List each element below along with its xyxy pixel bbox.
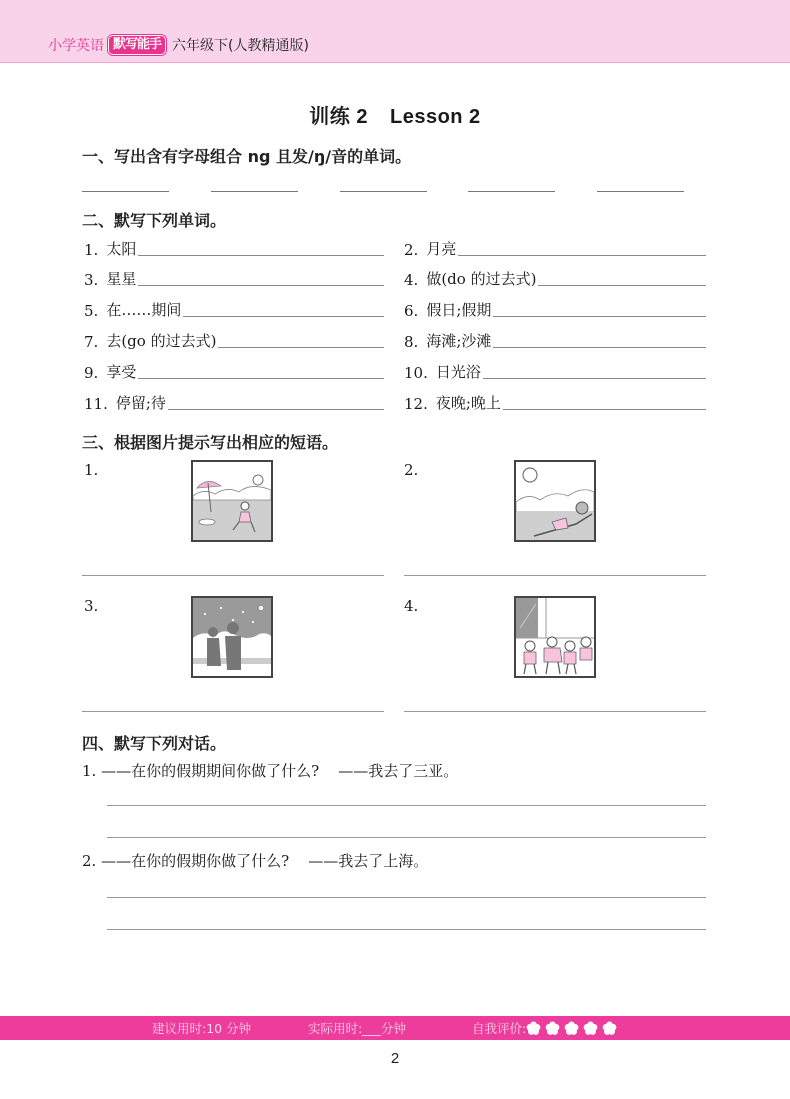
answer-line[interactable] bbox=[168, 409, 384, 410]
answer-line[interactable] bbox=[404, 575, 706, 576]
stargazing-picture bbox=[191, 596, 273, 678]
item-number: 12. bbox=[404, 395, 428, 413]
actual-time-unit: 分钟 bbox=[380, 1021, 406, 1036]
header-brand: 小学英语 bbox=[48, 38, 104, 54]
dialog-number: 1. bbox=[82, 762, 97, 780]
title-cn: 训练 2 bbox=[309, 106, 368, 128]
word-item bbox=[84, 360, 384, 382]
item-number: 9. bbox=[84, 364, 99, 382]
item-prompt: 停留;待 bbox=[115, 394, 166, 412]
answer-line[interactable] bbox=[503, 409, 706, 410]
flower-rating-icon[interactable] bbox=[602, 1021, 617, 1036]
item-number: 10. bbox=[404, 364, 428, 382]
actual-time-label: 实际用时: bbox=[308, 1021, 363, 1036]
item-prompt: 假日;假期 bbox=[426, 301, 492, 319]
item-prompt: 享受 bbox=[106, 363, 137, 381]
dialog-number: 2. bbox=[82, 852, 97, 870]
word-item bbox=[84, 298, 384, 320]
self-evaluation bbox=[472, 1019, 621, 1037]
answer-blank[interactable] bbox=[211, 191, 298, 192]
item-number: 3. bbox=[84, 271, 99, 289]
answer-line[interactable] bbox=[493, 347, 706, 348]
footer bbox=[0, 1016, 790, 1040]
answer-line[interactable] bbox=[82, 711, 384, 712]
actual-time bbox=[308, 1019, 406, 1037]
answer-line[interactable] bbox=[107, 805, 706, 806]
series-logo: 默写能手 bbox=[108, 35, 166, 55]
word-item bbox=[84, 391, 384, 413]
page-number: 2 bbox=[390, 1050, 400, 1067]
title-en: Lesson 2 bbox=[389, 106, 481, 128]
sunbathing-picture bbox=[514, 460, 596, 542]
item-prompt: 去(go 的过去式) bbox=[106, 332, 217, 350]
answer-line[interactable] bbox=[138, 378, 384, 379]
word-item bbox=[404, 267, 706, 289]
item-prompt: 海滩;沙滩 bbox=[426, 332, 492, 350]
answer-blank[interactable] bbox=[597, 191, 684, 192]
answer-line[interactable] bbox=[493, 316, 706, 317]
flower-rating-icon[interactable] bbox=[564, 1021, 579, 1036]
dialog-question: ——在你的假期你做了什么? bbox=[101, 852, 290, 870]
self-eval-label: 自我评价: bbox=[472, 1021, 527, 1036]
answer-line[interactable] bbox=[107, 929, 706, 930]
dialog-question: ——在你的假期期间你做了什么? bbox=[101, 762, 320, 780]
picture-number: 4. bbox=[404, 597, 419, 615]
header bbox=[48, 34, 309, 56]
answer-line[interactable] bbox=[138, 285, 384, 286]
header-divider bbox=[0, 62, 790, 63]
picture-number: 3. bbox=[84, 597, 99, 615]
word-item bbox=[404, 329, 706, 351]
header-grade: 六年级下(人教精通版) bbox=[172, 38, 309, 54]
word-item bbox=[404, 391, 706, 413]
item-number: 5. bbox=[84, 302, 99, 320]
page-title bbox=[0, 100, 790, 129]
picture-number: 2. bbox=[404, 461, 419, 479]
dialog-answer: ——我去了上海。 bbox=[308, 852, 429, 870]
item-number: 7. bbox=[84, 333, 99, 351]
item-prompt: 太阳 bbox=[106, 240, 137, 258]
answer-line[interactable] bbox=[138, 255, 384, 256]
answer-line[interactable] bbox=[218, 347, 384, 348]
answer-line[interactable] bbox=[458, 255, 706, 256]
flower-rating-icon[interactable] bbox=[526, 1021, 541, 1036]
item-prompt: 日光浴 bbox=[435, 363, 481, 381]
word-item bbox=[404, 237, 706, 259]
flower-rating-icon[interactable] bbox=[583, 1021, 598, 1036]
item-number: 6. bbox=[404, 302, 419, 320]
word-item bbox=[84, 267, 384, 289]
party-picture bbox=[514, 596, 596, 678]
answer-line[interactable] bbox=[538, 285, 706, 286]
word-item bbox=[84, 329, 384, 351]
item-prompt: 星星 bbox=[106, 270, 137, 288]
picture-number: 1. bbox=[84, 461, 99, 479]
answer-line[interactable] bbox=[82, 575, 384, 576]
answer-line[interactable] bbox=[107, 837, 706, 838]
dialog-answer: ——我去了三亚。 bbox=[338, 762, 459, 780]
answer-line[interactable] bbox=[107, 897, 706, 898]
section1-heading: 一、写出含有字母组合 ng 且发/ŋ/音的单词。 bbox=[82, 147, 412, 166]
flower-rating-icon[interactable] bbox=[545, 1021, 560, 1036]
item-prompt: 做(do 的过去式) bbox=[426, 270, 537, 288]
item-number: 8. bbox=[404, 333, 419, 351]
item-prompt: 夜晚;晚上 bbox=[435, 394, 501, 412]
actual-time-blank[interactable]: ___ bbox=[362, 1021, 381, 1036]
dialog-prompt bbox=[82, 850, 428, 871]
section4-heading: 四、默写下列对话。 bbox=[82, 734, 227, 753]
answer-line[interactable] bbox=[404, 711, 706, 712]
rating-flowers bbox=[526, 1021, 621, 1036]
item-prompt: 在……期间 bbox=[106, 301, 182, 319]
item-number: 11. bbox=[84, 395, 108, 413]
answer-blank[interactable] bbox=[468, 191, 555, 192]
section3-heading: 三、根据图片提示写出相应的短语。 bbox=[82, 433, 339, 452]
section2-heading: 二、默写下列单词。 bbox=[82, 211, 227, 230]
word-item bbox=[84, 237, 384, 259]
beach-running-picture bbox=[191, 460, 273, 542]
item-number: 4. bbox=[404, 271, 419, 289]
answer-blank[interactable] bbox=[82, 191, 169, 192]
answer-line[interactable] bbox=[183, 316, 384, 317]
item-number: 1. bbox=[84, 241, 99, 259]
item-number: 2. bbox=[404, 241, 419, 259]
suggested-time: 建议用时:10 分钟 bbox=[152, 1021, 252, 1036]
word-item bbox=[404, 298, 706, 320]
answer-line[interactable] bbox=[483, 378, 706, 379]
dialog-prompt bbox=[82, 760, 458, 781]
item-prompt: 月亮 bbox=[426, 240, 457, 258]
answer-blank[interactable] bbox=[340, 191, 427, 192]
word-item bbox=[404, 360, 706, 382]
